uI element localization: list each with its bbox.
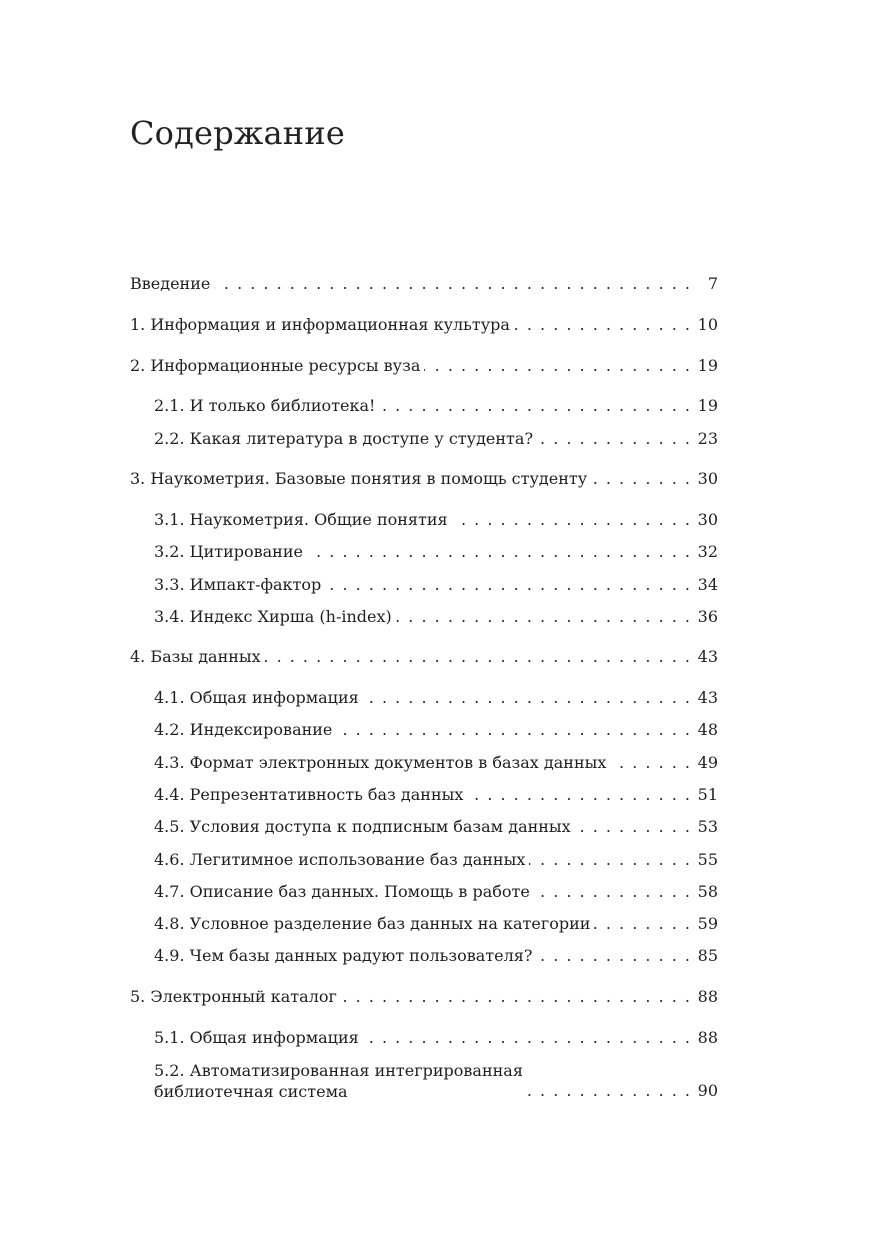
- dot-leader: [379, 395, 690, 417]
- toc-entry-page: 53: [697, 817, 718, 836]
- toc-entry-section-4-7: [154, 881, 718, 903]
- toc-entry-section-3-2: [154, 541, 718, 563]
- toc-entry-label-line-2: библиотечная система: [154, 1082, 348, 1101]
- dot-leader: [214, 273, 690, 295]
- toc-entry-page: 36: [697, 607, 718, 626]
- toc-entry-label: 4.8. Условное разделение баз данных на категории: [154, 914, 591, 933]
- toc-entry-page: 51: [697, 785, 718, 804]
- dot-leader: [594, 913, 690, 935]
- toc-entry-page: 7: [707, 274, 718, 293]
- toc-entry-label: 4.4. Репрезентативность баз данных: [154, 785, 464, 804]
- toc-entry-label: 3.3. Импакт-фактор: [154, 575, 322, 594]
- dot-leader: [534, 881, 690, 903]
- toc-entry-section-4-5: [154, 816, 718, 838]
- toc-entry-page: 19: [697, 396, 718, 415]
- toc-entry-page: 85: [697, 946, 718, 965]
- toc-entry-page: 30: [697, 510, 718, 529]
- toc-entry-section-4-6: [154, 849, 718, 871]
- dot-leader: [424, 355, 690, 377]
- dot-leader: [536, 945, 690, 967]
- dot-leader: [336, 719, 690, 741]
- toc-entry-section-3-1: [154, 509, 718, 531]
- toc-entry-section-5-2: [154, 1058, 718, 1102]
- toc-entry-chapter-4: [130, 646, 718, 668]
- page-title: Содержание: [130, 114, 345, 152]
- toc-entry-label: 4.3. Формат электронных документов в базах данных: [154, 753, 607, 772]
- toc-entry-label: 4. Базы данных: [130, 647, 261, 666]
- dot-leader: [610, 752, 690, 774]
- dot-leader: [527, 1080, 690, 1102]
- toc-entry-section-5-1: [154, 1027, 718, 1049]
- toc-entry-page: 34: [697, 575, 718, 594]
- toc-entry-label: 3.4. Индекс Хирша (h-index): [154, 607, 392, 626]
- toc-entry-label: 2.2. Какая литература в доступе у студента?: [154, 429, 534, 448]
- toc-entry-label: 3.1. Наукометрия. Общие понятия: [154, 510, 448, 529]
- dot-leader: [529, 849, 690, 871]
- toc-entry-page: 19: [697, 356, 718, 375]
- dot-leader: [537, 428, 690, 450]
- toc-entry-page: 58: [697, 882, 718, 901]
- toc-entry-label: Введение: [130, 274, 211, 293]
- dot-leader: [514, 314, 690, 336]
- toc-entry-section-4-1: [154, 687, 718, 709]
- toc-entry-label: 4.7. Описание баз данных. Помощь в работе: [154, 882, 530, 901]
- toc-entry-section-2-2: [154, 428, 718, 450]
- toc-entry-section-4-8: [154, 913, 718, 935]
- toc-entry-section-4-3: [154, 752, 718, 774]
- toc-entry-label: 4.6. Легитимное использование баз данных: [154, 850, 526, 869]
- toc-entry-section-3-3: [154, 574, 718, 596]
- toc-entry-label: 3. Наукометрия. Базовые понятия в помощь студенту: [130, 469, 588, 488]
- toc-entry-page: 43: [697, 688, 718, 707]
- toc-entry-label: 4.9. Чем базы данных радуют пользователя?: [154, 946, 533, 965]
- dot-leader: [452, 509, 690, 531]
- toc-entry-page: 23: [697, 429, 718, 448]
- dot-leader: [363, 687, 690, 709]
- toc-entry-page: 90: [697, 1081, 718, 1100]
- toc-entry-page: 32: [697, 542, 718, 561]
- toc-entry-page: 55: [697, 850, 718, 869]
- toc-entry-label-line-1: 5.2. Автоматизированная интегрированная: [154, 1061, 523, 1080]
- toc-entry-label: 5. Электронный каталог: [130, 987, 337, 1006]
- toc-entry-section-2-1: [154, 395, 718, 417]
- toc-entry-chapter-2: [130, 355, 718, 377]
- toc-entry-section-3-4: [154, 606, 718, 628]
- toc-entry-introduction: [130, 273, 718, 295]
- toc-entry-page: 59: [697, 914, 718, 933]
- dot-leader: [591, 468, 690, 490]
- dot-leader: [307, 541, 690, 563]
- toc-entry-label: 5.1. Общая информация: [154, 1028, 359, 1047]
- toc-entry-chapter-1: [130, 314, 718, 336]
- toc-entry-label: 2.1. И только библиотека!: [154, 396, 376, 415]
- dot-leader: [575, 816, 690, 838]
- dot-leader: [341, 986, 690, 1008]
- toc-entry-page: 88: [697, 1028, 718, 1047]
- toc-entry-page: 49: [697, 753, 718, 772]
- toc-entry-page: 43: [697, 647, 718, 666]
- toc-entry-label: [154, 1060, 527, 1102]
- toc-entry-label: 4.5. Условия доступа к подписным базам данных: [154, 817, 571, 836]
- toc-entry-section-4-4: [154, 784, 718, 806]
- dot-leader: [363, 1027, 690, 1049]
- toc-entry-label: 3.2. Цитирование: [154, 542, 303, 561]
- toc-entry-label: 4.2. Индексирование: [154, 720, 333, 739]
- toc-entry-page: 88: [697, 987, 718, 1006]
- dot-leader: [396, 606, 690, 628]
- toc-entry-label: 2. Информационные ресурсы вуза: [130, 356, 421, 375]
- toc-entry-label: 4.1. Общая информация: [154, 688, 359, 707]
- toc-entry-label: 1. Информация и информационная культура: [130, 315, 510, 334]
- dot-leader: [265, 646, 690, 668]
- toc-entry-page: 48: [697, 720, 718, 739]
- toc-entry-section-4-2: [154, 719, 718, 741]
- toc-entry-chapter-3: [130, 468, 718, 490]
- toc-entry-page: 10: [697, 315, 718, 334]
- dot-leader: [467, 784, 690, 806]
- toc-entry-section-4-9: [154, 945, 718, 967]
- toc-entry-page: 30: [697, 469, 718, 488]
- dot-leader: [325, 574, 690, 596]
- toc-entry-chapter-5: [130, 986, 718, 1008]
